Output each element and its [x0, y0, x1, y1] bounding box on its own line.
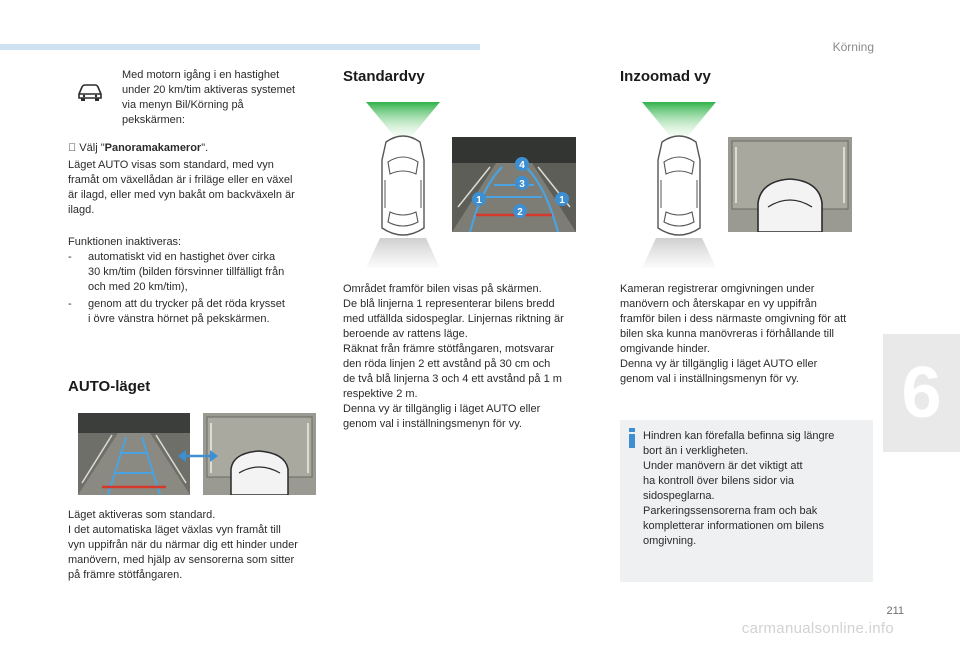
page-number: 211 — [886, 605, 904, 617]
deactivation-item — [68, 250, 324, 295]
auto-default-paragraph: Läget AUTO visas som standard, med vyn framåt om växellådan är i friläge eller en växel är ilagd, eller med vyn bakåt om backväxeln är ilagd. — [68, 159, 295, 216]
auto-mode-heading: AUTO-läget — [68, 378, 151, 395]
deactivation-title: Funktionen inaktiveras: — [68, 236, 182, 248]
info-note-text: Hindren kan förefalla befinna sig längre bort än i verkligheten. Under manövern är det viktigt att ha kontroll över bilens sidor via sidospeglarna. Parkeringssensorerna fram och bak kompletterar informationen om bilens omgivning. — [643, 430, 835, 547]
car-outline-icon — [76, 82, 104, 102]
zoom-view-car-diagram — [636, 100, 722, 270]
deactivation-item — [68, 297, 324, 327]
dash-marker: - — [68, 251, 72, 263]
standard-view-camera-image — [452, 137, 576, 232]
standard-view-description: Området framför bilen visas på skärmen. De blå linjerna 1 representerar bilens bredd med utfällda sidospeglar. Linjernas riktning är beroende av rattens läge. Räknat från främre stötfångaren, motsvarar den röda linjen 2 ett avstånd på 30 cm och de två blå linjerna 3 och 4 ett avstånd på 1 m respektive 2 m. Denna vy är tillgänglig i läget AUTO eller genom val i inställningsmenyn för vy. — [343, 283, 564, 430]
marker-1-right: 1 — [559, 195, 565, 206]
standard-view-heading: Standardvy — [343, 68, 425, 85]
marker-2: 2 — [517, 207, 523, 218]
marker-3: 3 — [519, 179, 525, 190]
deactivation-item-text: automatiskt vid en hastighet över cirka 30 km/tim (bilden försvinner tillfälligt från och med 20 km/tim), — [88, 251, 285, 293]
standard-view-car-diagram — [360, 100, 446, 270]
auto-top-view-image — [203, 413, 316, 495]
panorama-menu-label: Panoramakameror — [93, 142, 190, 154]
watermark: carmanualsonline.info — [741, 620, 894, 637]
zoom-view-camera-image — [728, 137, 852, 232]
chapter-tab: 6 — [883, 334, 960, 452]
marker-4: 4 — [519, 160, 525, 171]
auto-mode-description: Läget aktiveras som standard. I det automatiska läget växlas vyn framåt till vyn uppifrån när du närmar dig ett hinder under manövern, med hjälp av sensorerna som sitter på främre stötfångaren. — [68, 509, 298, 581]
auto-rear-camera-image — [78, 413, 190, 495]
header-accent-bar — [0, 44, 480, 50]
switch-view-arrow-icon — [178, 448, 218, 464]
zoom-view-heading: Inzoomad vy — [620, 68, 711, 85]
deactivation-item-text: genom att du trycker på det röda krysset i övre vänstra hörnet på pekskärmen. — [88, 298, 285, 325]
bullet-prefix: Välj " — [68, 142, 94, 154]
bullet-suffix: ". — [189, 142, 197, 154]
zoom-view-description: Kameran registrerar omgivningen under manövern och återskapar en vy uppifrån framför bilen i dess närmaste omgivning för att bilen ska kunna manövreras i förhållande till omgivande hinder. Denna vy är tillgänglig i läget AUTO eller genom val i inställningsmenyn för vy. — [620, 283, 847, 385]
marker-1-left: 1 — [476, 195, 482, 206]
info-icon — [626, 428, 638, 448]
intro-text: Med motorn igång i en hastighet under 20 km/tim aktiveras systemet via menyn Bil/Körning på pekskärmen: — [122, 69, 296, 126]
select-panorama-instruction — [68, 141, 328, 156]
section-label: Körning — [832, 40, 874, 54]
dash-marker: - — [68, 298, 72, 310]
